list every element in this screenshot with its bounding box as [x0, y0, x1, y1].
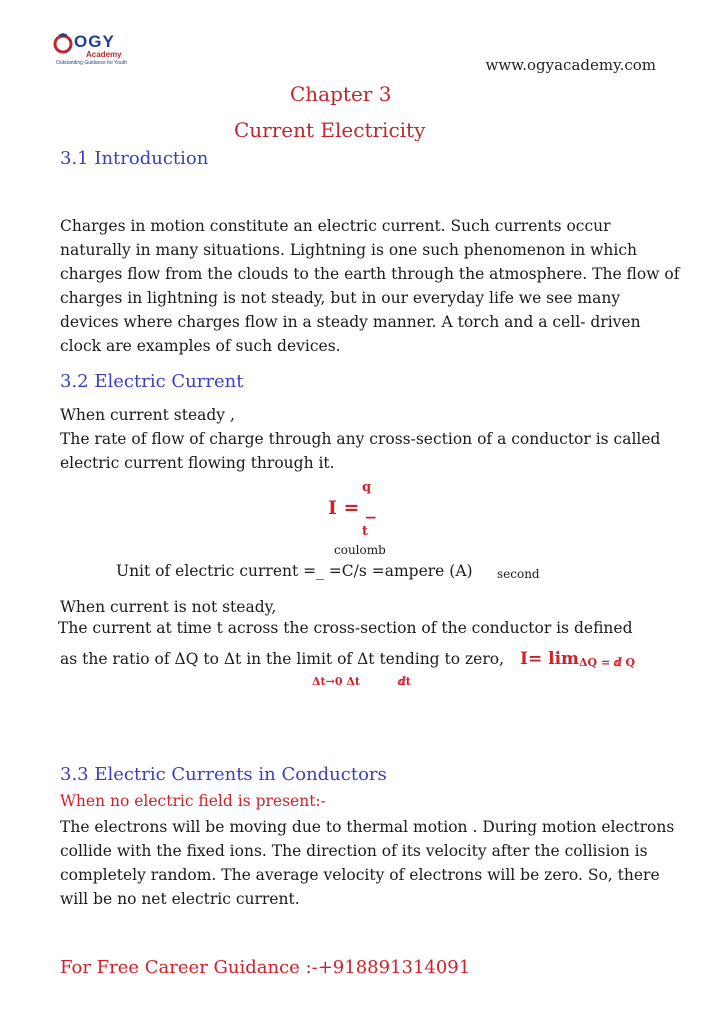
nonsteady-current-label: When current is not steady,: [60, 598, 277, 616]
nonsteady-definition-line1: The current at time t across the cross-section of the conductor is defined: [58, 619, 633, 637]
ogy-logo: [48, 30, 138, 74]
conductors-paragraph: The electrons will be moving due to thermal motion . During motion electrons collide with the fixed ions. The direction of its velocity after the collision is completely random. The average velocity of electrons will be zero. So, there will be no net electric current.: [60, 818, 675, 908]
website-url: www.ogyacademy.com: [485, 56, 656, 74]
chapter-title: Current Electricity: [234, 118, 426, 142]
chapter-number: Chapter 3: [290, 82, 392, 106]
unit-of-current: Unit of electric current =_ =C/s =ampere (A): [116, 562, 473, 580]
limit-fraction: ΔQ = ⅆ Q: [579, 656, 636, 669]
steady-current-definition: The rate of flow of charge through any cross-section of a conductor is called electric current flowing through it.: [60, 430, 661, 472]
logo-tagline: Outstanding Guidance for Youth: [56, 60, 127, 66]
nonsteady-definition-line2: as the ratio of ΔQ to Δt in the limit of Δt tending to zero,: [60, 650, 505, 668]
section-heading-introduction: 3.1 Introduction: [60, 148, 209, 169]
formula-current: I = _: [328, 497, 376, 519]
footer-contact: For Free Career Guidance :-+918891314091: [60, 957, 471, 978]
formula-numerator: q: [362, 480, 372, 495]
logo-text: OGY: [74, 32, 115, 51]
section-heading-conductors: 3.3 Electric Currents in Conductors: [60, 764, 387, 785]
steady-current-label: When current steady ,: [60, 406, 235, 424]
formula-denominator: t: [362, 524, 369, 539]
logo-subtext: Academy: [86, 50, 122, 59]
limit-subscript-derivative: ⅆt: [398, 675, 411, 688]
introduction-paragraph: Charges in motion constitute an electric current. Such currents occur naturally in many situations. Lightning is one such phenomenon in which charges flow from the clouds to the earth through the atmosphere. The flow of charges in lightning is not steady, but in our everyday life we see many devices where charges flow in a steady manner. A torch and a cell- driven clock are examples of such devices.: [60, 217, 680, 355]
unit-denominator: second: [497, 567, 540, 581]
no-field-subheading: When no electric field is present:-: [60, 792, 326, 810]
limit-subscript: Δt→0 Δt: [312, 675, 360, 688]
unit-numerator: coulomb: [334, 543, 386, 557]
limit-formula: I= lim: [520, 649, 580, 669]
ogy-logo-icon: [52, 32, 74, 54]
section-heading-electric-current: 3.2 Electric Current: [60, 371, 244, 392]
